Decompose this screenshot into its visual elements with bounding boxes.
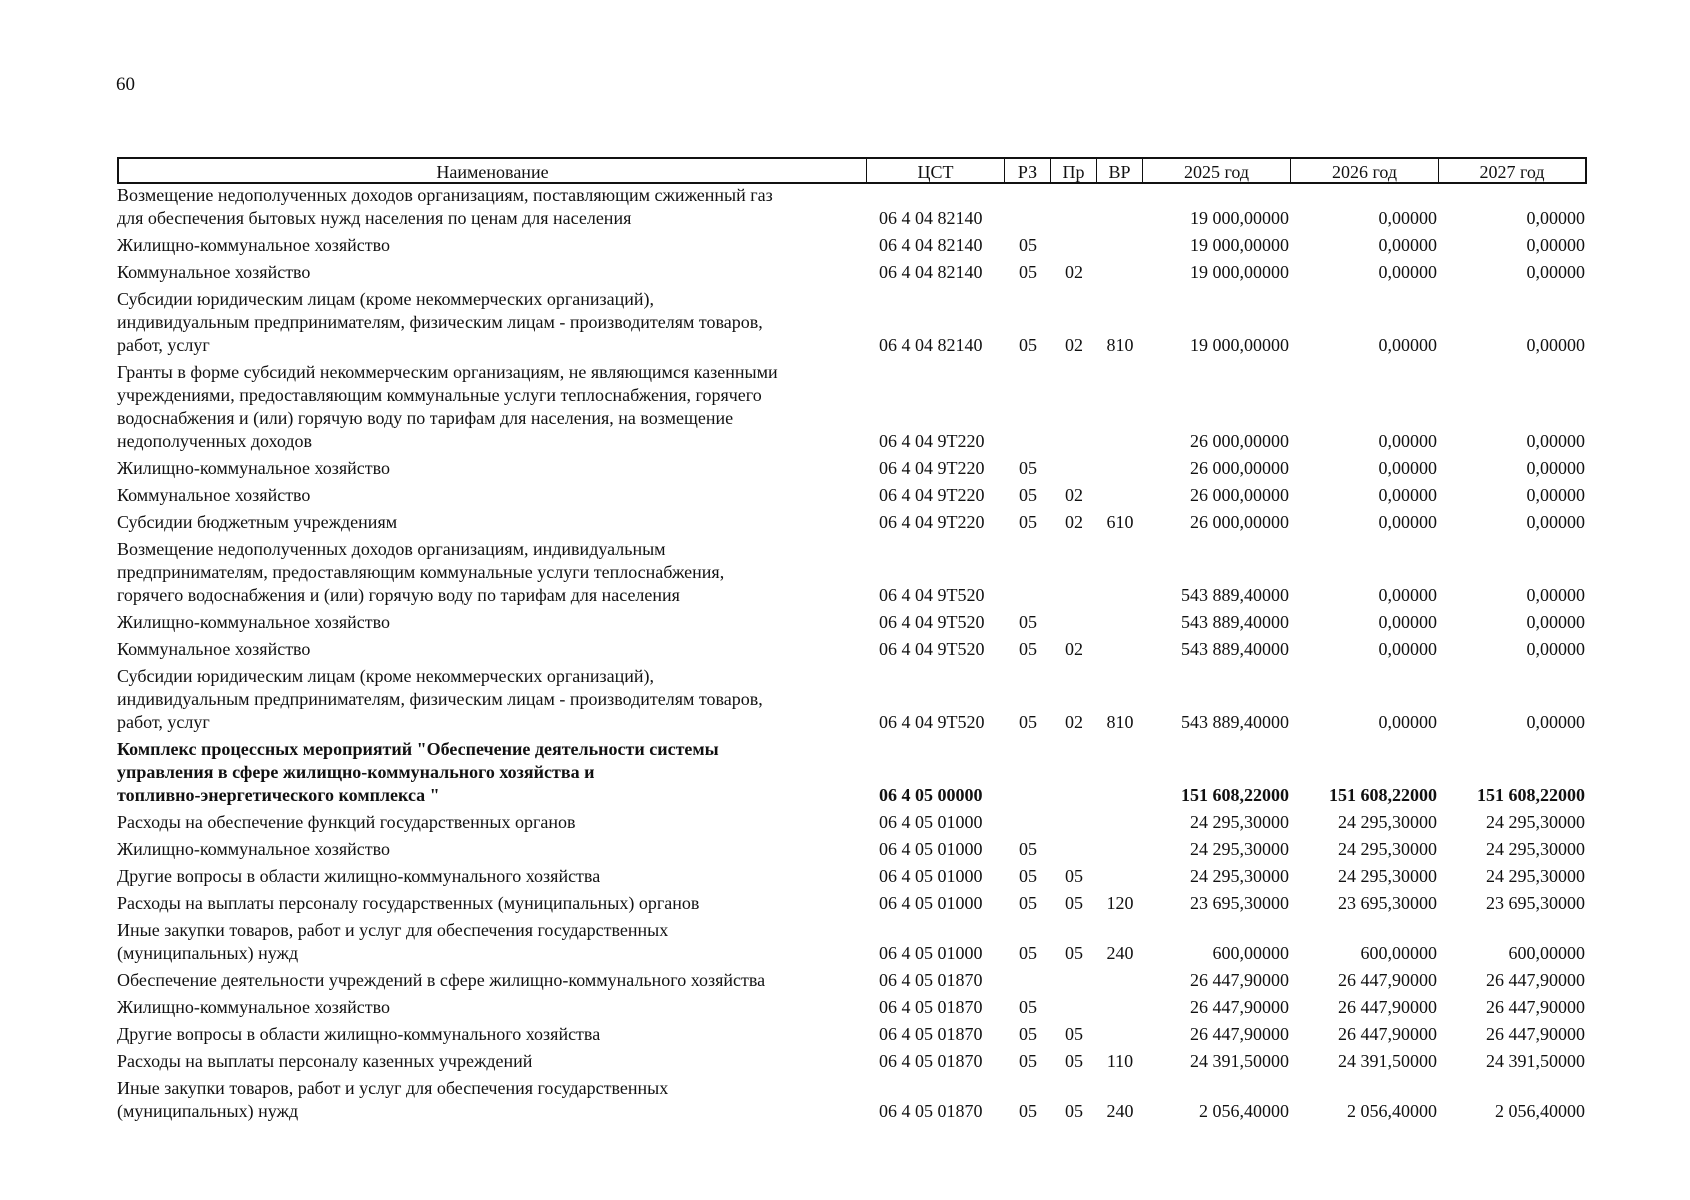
cell-2027: 600,00000 — [1508, 943, 1585, 963]
cell-2026: 0,00000 — [1378, 431, 1437, 451]
cell-rz: 05 — [1019, 612, 1037, 632]
cell-rz: 05 — [1019, 335, 1037, 355]
cell-rz: 05 — [1019, 712, 1037, 732]
cell-name: Другие вопросы в области жилищно-коммунального хозяйства — [117, 1024, 601, 1044]
cell-name: Расходы на выплаты персоналу государственных (муниципальных) органов — [117, 893, 700, 913]
cell-pr: 02 — [1065, 639, 1083, 659]
cell-2027: 24 295,30000 — [1486, 866, 1585, 886]
cell-2027: 0,00000 — [1526, 639, 1585, 659]
cell-cst: 06 4 04 9Т220 — [879, 485, 985, 505]
cell-2025: 19 000,00000 — [1190, 262, 1289, 282]
cell-pr: 05 — [1065, 1051, 1083, 1071]
cell-rz: 05 — [1019, 458, 1037, 478]
cell-name: Жилищно-коммунальное хозяйство — [117, 235, 391, 255]
cell-2026: 0,00000 — [1378, 262, 1437, 282]
cell-vr — [1097, 607, 1143, 611]
cell-rz: 05 — [1019, 262, 1037, 282]
cell-cst: 06 4 05 01870 — [879, 1024, 983, 1044]
cell-vr — [1097, 230, 1143, 234]
cell-pr: 02 — [1065, 712, 1083, 732]
cell-vr: 610 — [1106, 512, 1134, 532]
cell-2026: 23 695,30000 — [1338, 893, 1437, 913]
cell-2025: 2 056,40000 — [1199, 1101, 1289, 1121]
cell-vr: 110 — [1106, 1051, 1134, 1071]
cell-2027: 151 608,22000 — [1477, 785, 1585, 805]
cell-2027: 0,00000 — [1526, 335, 1585, 355]
header-2027: 2027 год — [1439, 157, 1587, 184]
cell-name: Иные закупки товаров, работ и услуг для обеспечения государственных (муниципальных) нужд — [117, 1078, 669, 1121]
cell-pr — [1051, 230, 1097, 234]
cell-2027: 0,00000 — [1526, 458, 1585, 478]
cell-2027: 0,00000 — [1526, 431, 1585, 451]
cell-2025: 26 447,90000 — [1190, 970, 1289, 990]
cell-2027: 24 295,30000 — [1486, 839, 1585, 859]
cell-vr — [1097, 634, 1143, 638]
cell-2027: 24 391,50000 — [1486, 1051, 1585, 1071]
cell-2026: 2 056,40000 — [1347, 1101, 1437, 1121]
cell-pr: 05 — [1065, 943, 1083, 963]
cell-vr: 240 — [1106, 1101, 1134, 1121]
cell-2025: 543 889,40000 — [1181, 639, 1289, 659]
cell-2026: 26 447,90000 — [1338, 1024, 1437, 1044]
cell-cst: 06 4 04 9Т520 — [879, 585, 985, 605]
cell-cst: 06 4 05 01000 — [879, 943, 983, 963]
cell-2027: 26 447,90000 — [1486, 970, 1585, 990]
cell-2026: 0,00000 — [1378, 235, 1437, 255]
cell-2027: 0,00000 — [1526, 585, 1585, 605]
cell-vr — [1097, 453, 1143, 457]
header-pr: Пр — [1051, 157, 1097, 184]
cell-pr: 02 — [1065, 262, 1083, 282]
cell-2026: 0,00000 — [1378, 585, 1437, 605]
cell-2026: 26 447,90000 — [1338, 997, 1437, 1017]
cell-pr: 05 — [1065, 893, 1083, 913]
cell-vr: 240 — [1106, 943, 1134, 963]
cell-cst: 06 4 04 9Т520 — [879, 712, 985, 732]
cell-rz: 05 — [1019, 235, 1037, 255]
header-cst: ЦСТ — [867, 157, 1005, 184]
cell-2026: 26 447,90000 — [1338, 970, 1437, 990]
cell-name: Гранты в форме субсидий некоммерческим организациям, не являющимся казенными учреждениями, предоставляющим коммунальные услуги теплоснабжения, горячего водоснабжения и (или) горячую воду по тарифам для населения, на возмещение недополученных доходов — [117, 362, 778, 451]
cell-cst: 06 4 04 9Т520 — [879, 612, 985, 632]
cell-2025: 26 000,00000 — [1190, 512, 1289, 532]
cell-rz: 05 — [1019, 866, 1037, 886]
cell-name: Обеспечение деятельности учреждений в сфере жилищно-коммунального хозяйства — [117, 970, 766, 990]
cell-vr — [1097, 834, 1143, 838]
cell-name: Возмещение недополученных доходов организациям, поставляющим сжиженный газ для обеспечения бытовых нужд населения по ценам для населения — [117, 185, 773, 228]
header-vr: ВР — [1097, 157, 1143, 184]
cell-rz: 05 — [1019, 1051, 1037, 1071]
cell-cst: 06 4 05 01000 — [879, 866, 983, 886]
cell-2027: 0,00000 — [1526, 512, 1585, 532]
cell-2027: 23 695,30000 — [1486, 893, 1585, 913]
cell-name: Жилищно-коммунальное хозяйство — [117, 997, 391, 1017]
cell-cst: 06 4 04 9Т220 — [879, 512, 985, 532]
cell-pr — [1051, 607, 1097, 611]
header-name: Наименование — [117, 157, 867, 184]
cell-cst: 06 4 04 9Т220 — [879, 431, 985, 451]
cell-2027: 0,00000 — [1526, 262, 1585, 282]
cell-2026: 24 295,30000 — [1338, 812, 1437, 832]
cell-2025: 600,00000 — [1212, 943, 1289, 963]
cell-2025: 26 447,90000 — [1190, 1024, 1289, 1044]
cell-vr — [1097, 992, 1143, 996]
header-2026: 2026 год — [1291, 157, 1439, 184]
cell-rz: 05 — [1019, 1101, 1037, 1121]
cell-name: Комплекс процессных мероприятий "Обеспечение деятельности системы управления в сфере жилищно-коммунального хозяйства и топливно-энергетического комплекса " — [117, 739, 719, 805]
header-2025: 2025 год — [1143, 157, 1291, 184]
header-rz: РЗ — [1005, 157, 1051, 184]
cell-cst: 06 4 04 82140 — [879, 262, 983, 282]
cell-vr: 810 — [1106, 712, 1134, 732]
cell-rz: 05 — [1019, 485, 1037, 505]
budget-table — [117, 157, 1587, 1127]
cell-2025: 543 889,40000 — [1181, 612, 1289, 632]
cell-rz: 05 — [1019, 839, 1037, 859]
cell-cst: 06 4 04 9Т520 — [879, 639, 985, 659]
cell-pr — [1051, 834, 1097, 838]
cell-2026: 600,00000 — [1360, 943, 1437, 963]
cell-cst: 06 4 04 82140 — [879, 235, 983, 255]
cell-name: Субсидии юридическим лицам (кроме некоммерческих организаций), индивидуальным предпринимателям, физическим лицам - производителям товаров, работ, услуг — [117, 666, 763, 732]
cell-cst: 06 4 04 9Т220 — [879, 458, 985, 478]
cell-rz — [1005, 807, 1051, 811]
cell-2027: 0,00000 — [1526, 612, 1585, 632]
cell-2027: 26 447,90000 — [1486, 1024, 1585, 1044]
cell-name: Жилищно-коммунальное хозяйство — [117, 458, 391, 478]
cell-name: Другие вопросы в области жилищно-коммунального хозяйства — [117, 866, 601, 886]
cell-2025: 19 000,00000 — [1190, 235, 1289, 255]
cell-2025: 24 295,30000 — [1190, 839, 1289, 859]
cell-cst: 06 4 05 00000 — [879, 785, 983, 805]
cell-vr — [1097, 480, 1143, 484]
cell-name: Расходы на обеспечение функций государственных органов — [117, 812, 576, 832]
cell-name: Расходы на выплаты персоналу казенных учреждений — [117, 1051, 533, 1071]
cell-2026: 0,00000 — [1378, 712, 1437, 732]
cell-rz: 05 — [1019, 997, 1037, 1017]
cell-2027: 24 295,30000 — [1486, 812, 1585, 832]
cell-2025: 24 295,30000 — [1190, 812, 1289, 832]
cell-rz: 05 — [1019, 943, 1037, 963]
cell-2025: 26 000,00000 — [1190, 431, 1289, 451]
cell-2027: 0,00000 — [1526, 235, 1585, 255]
cell-2027: 0,00000 — [1526, 712, 1585, 732]
cell-vr — [1097, 661, 1143, 665]
cell-pr — [1051, 453, 1097, 457]
cell-rz: 05 — [1019, 512, 1037, 532]
cell-2025: 26 000,00000 — [1190, 485, 1289, 505]
cell-2026: 151 608,22000 — [1329, 785, 1437, 805]
cell-2026: 0,00000 — [1378, 612, 1437, 632]
cell-vr — [1097, 284, 1143, 288]
cell-vr: 810 — [1106, 335, 1134, 355]
cell-2026: 0,00000 — [1378, 485, 1437, 505]
cell-name: Иные закупки товаров, работ и услуг для обеспечения государственных (муниципальных) нужд — [117, 920, 669, 963]
cell-2026: 0,00000 — [1378, 639, 1437, 659]
cell-cst: 06 4 05 01000 — [879, 839, 983, 859]
cell-pr: 02 — [1065, 512, 1083, 532]
cell-2025: 19 000,00000 — [1190, 208, 1289, 228]
cell-cst: 06 4 05 01870 — [879, 1051, 983, 1071]
cell-2025: 151 608,22000 — [1181, 785, 1289, 805]
cell-rz: 05 — [1019, 1024, 1037, 1044]
cell-2025: 23 695,30000 — [1190, 893, 1289, 913]
cell-pr: 05 — [1065, 1024, 1083, 1044]
cell-pr: 05 — [1065, 1101, 1083, 1121]
cell-2027: 2 056,40000 — [1495, 1101, 1585, 1121]
cell-vr — [1097, 1019, 1143, 1023]
cell-pr: 02 — [1065, 485, 1083, 505]
cell-2025: 543 889,40000 — [1181, 585, 1289, 605]
cell-2027: 0,00000 — [1526, 485, 1585, 505]
cell-2025: 26 000,00000 — [1190, 458, 1289, 478]
cell-vr: 120 — [1106, 893, 1134, 913]
cell-cst: 06 4 04 82140 — [879, 335, 983, 355]
cell-vr — [1097, 807, 1143, 811]
cell-2025: 19 000,00000 — [1190, 335, 1289, 355]
cell-pr — [1051, 807, 1097, 811]
cell-name: Коммунальное хозяйство — [117, 262, 311, 282]
cell-name: Возмещение недополученных доходов организациям, индивидуальным предпринимателям, предоставляющим коммунальные услуги теплоснабжения, горячего водоснабжения и (или) горячую воду по тарифам для населения — [117, 539, 725, 605]
cell-cst: 06 4 05 01870 — [879, 1101, 983, 1121]
cell-name: Субсидии бюджетным учреждениям — [117, 512, 398, 532]
cell-rz: 05 — [1019, 639, 1037, 659]
cell-2026: 0,00000 — [1378, 208, 1437, 228]
cell-2026: 0,00000 — [1378, 335, 1437, 355]
cell-2027: 26 447,90000 — [1486, 997, 1585, 1017]
cell-name: Коммунальное хозяйство — [117, 639, 311, 659]
cell-rz: 05 — [1019, 893, 1037, 913]
cell-name: Коммунальное хозяйство — [117, 485, 311, 505]
cell-pr: 05 — [1065, 866, 1083, 886]
cell-name: Жилищно-коммунальное хозяйство — [117, 839, 391, 859]
cell-2026: 24 295,30000 — [1338, 839, 1437, 859]
cell-2026: 0,00000 — [1378, 512, 1437, 532]
cell-cst: 06 4 05 01870 — [879, 997, 983, 1017]
cell-cst: 06 4 05 01000 — [879, 812, 983, 832]
cell-cst: 06 4 05 01000 — [879, 893, 983, 913]
cell-pr — [1051, 992, 1097, 996]
cell-vr — [1097, 861, 1143, 865]
cell-2025: 24 391,50000 — [1190, 1051, 1289, 1071]
cell-2027: 0,00000 — [1526, 208, 1585, 228]
cell-2026: 24 391,50000 — [1338, 1051, 1437, 1071]
cell-name: Жилищно-коммунальное хозяйство — [117, 612, 391, 632]
cell-name: Субсидии юридическим лицам (кроме некоммерческих организаций), индивидуальным предпринимателям, физическим лицам - производителям товаров, работ, услуг — [117, 289, 763, 355]
page-number: 60 — [116, 74, 135, 95]
cell-2025: 24 295,30000 — [1190, 866, 1289, 886]
cell-2026: 0,00000 — [1378, 458, 1437, 478]
cell-pr: 02 — [1065, 335, 1083, 355]
cell-2025: 543 889,40000 — [1181, 712, 1289, 732]
cell-2025: 26 447,90000 — [1190, 997, 1289, 1017]
cell-cst: 06 4 04 82140 — [879, 208, 983, 228]
cell-2026: 24 295,30000 — [1338, 866, 1437, 886]
cell-cst: 06 4 05 01870 — [879, 970, 983, 990]
cell-vr — [1097, 257, 1143, 261]
